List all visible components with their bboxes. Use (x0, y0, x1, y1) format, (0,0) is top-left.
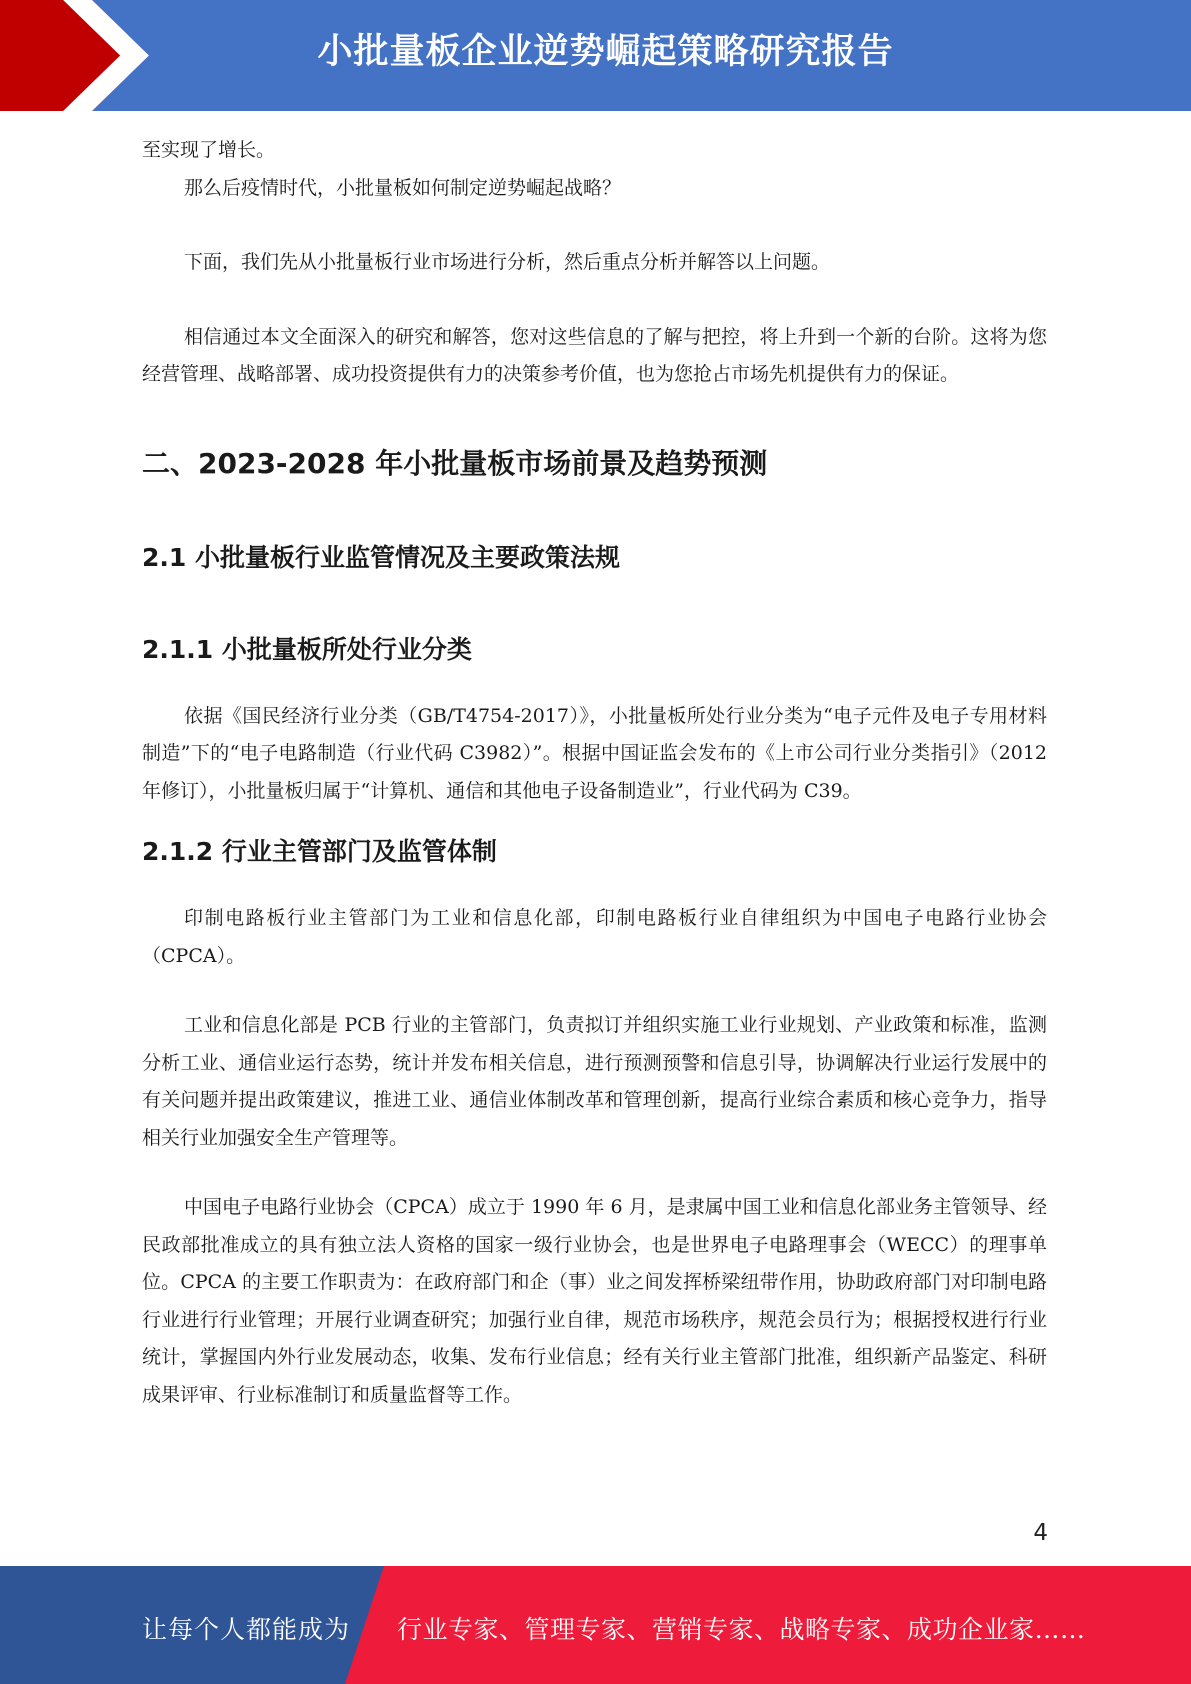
paragraph-question: 那么后疫情时代，小批量板如何制定逆势崛起战略？ (184, 176, 622, 199)
page-footer (0, 1566, 1191, 1684)
paragraph-regulator: 印制电路板行业主管部门为工业和信息化部，印制电路板行业自律组织为中国电子电路行业协会（CPCA）。 (142, 907, 1047, 967)
header-title: 小批量板企业逆势崛起策略研究报告 (317, 32, 894, 72)
footer-slogan-right: 行业专家、管理专家、营销专家、战略专家、成功企业家…… (397, 1615, 1086, 1644)
paragraph-intro: 下面，我们先从小批量板行业市场进行分析，然后重点分析并解答以上问题。 (184, 251, 831, 273)
subsection-heading-2-1-2: 2.1.2 行业主管部门及监管体制 (142, 837, 497, 866)
document-body (142, 132, 1047, 1414)
paragraph-cpca: 中国电子电路行业协会（CPCA）成立于 1990 年 6 月，是隶属中国工业和信息化部业务主管领导、经民政部批准成立的具有独立法人资格的国家一级行业协会，也是世界电子电路理事会（WECC）的理事单位。CPCA 的主要工作职责为：在政府部门和企（事）业之间发挥桥梁纽带作用，协助政府部门对印制电路行业进行行业管理；开展行业调查研究；加强行业自律，规范市场秩序，规范会员行为；根据授权进行行业统计，掌握国内外行业发展动态，收集、发布行业信息；经有关行业主管部门批准，组织新产品鉴定、科研成果评审、行业标准制订和质量监督等工作。 (142, 1196, 1047, 1406)
paragraph-miit: 工业和信息化部是 PCB 行业的主管部门，负责拟订并组织实施工业行业规划、产业政策和标准，监测分析工业、通信业运行态势，统计并发布相关信息，进行预测预警和信息引导，协调解决行业运行发展中的有关问题并提出政策建议，推进工业、通信业体制改革和管理创新，提高行业综合素质和核心竞争力，指导相关行业加强安全生产管理等。 (142, 1014, 1047, 1149)
footer-slogan-left: 让每个人都能成为 (142, 1615, 351, 1644)
subsection-heading-2-1-1: 2.1.1 小批量板所处行业分类 (142, 634, 472, 664)
paragraph-value: 相信通过本文全面深入的研究和解答，您对这些信息的了解与把控，将上升到一个新的台阶。这将为您经营管理、战略部署、成功投资提供有力的决策参考价值，也为您抢占市场先机提供有力的保证。 (142, 325, 1047, 385)
page-number: 4 (1033, 1520, 1048, 1546)
subsection-heading-2-1: 2.1 小批量板行业监管情况及主要政策法规 (142, 542, 620, 572)
section-heading: 二、2023-2028 年小批量板市场前景及趋势预测 (142, 446, 768, 480)
paragraph-industry-classification: 依据《国民经济行业分类（GB/T4754-2017）》，小批量板所处行业分类为“电子元件及电子专用材料制造”下的“电子电路制造（行业代码 C3982）”。根据中国证监会发布的《上市公司行业分类指引》（2012 年修订），小批量板归属于“计算机、通信和其他电子设备制造业”，行业代码为 C39。 (142, 704, 1047, 802)
paragraph-continuation: 至实现了增长。 (142, 139, 276, 161)
page-header (0, 0, 1191, 111)
